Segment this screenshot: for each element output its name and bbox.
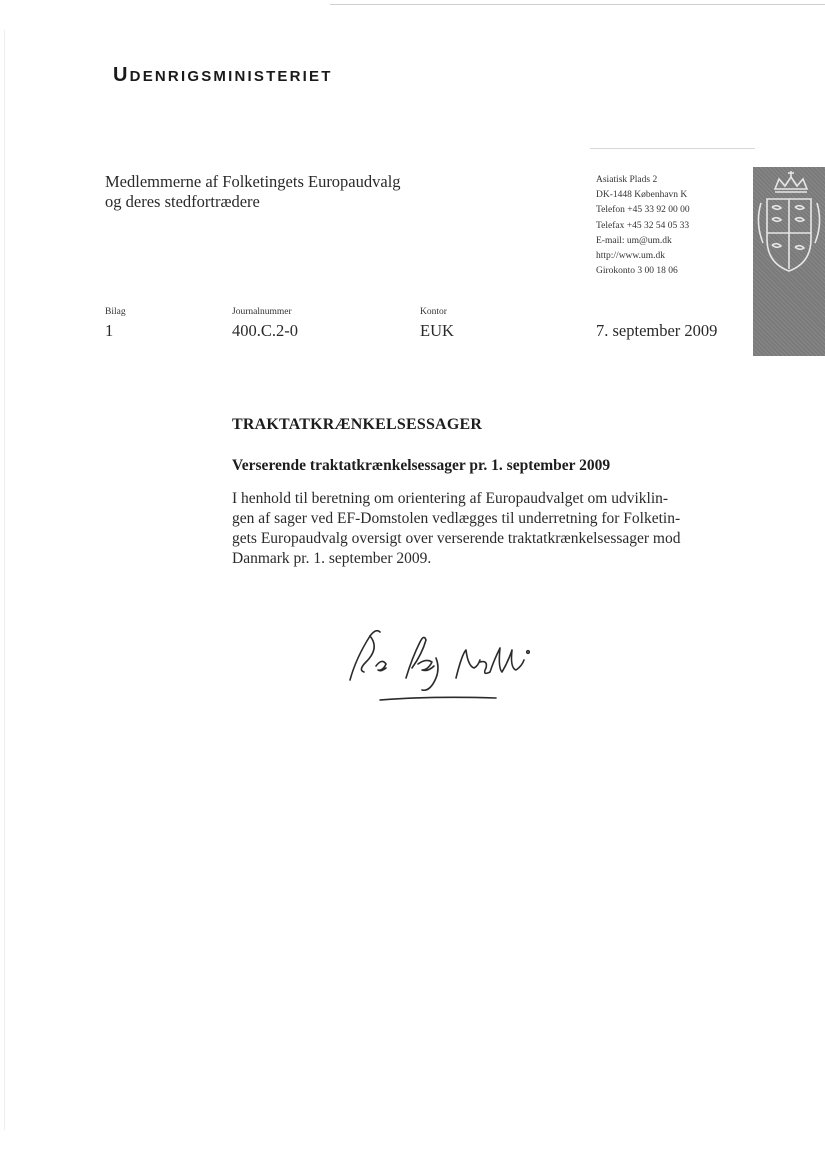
kontor-label: Kontor — [420, 307, 447, 317]
contact-divider — [590, 148, 755, 149]
recipient-line: Medlemmerne af Folketingets Europaudvalg — [105, 172, 401, 191]
contact-line: DK-1448 København K — [596, 190, 688, 201]
letter-date: 7. september 2009 — [596, 321, 718, 340]
bilag-label: Bilag — [105, 307, 126, 317]
journal-label: Journalnummer — [232, 307, 292, 317]
top-divider — [330, 4, 825, 5]
royal-crest-icon — [753, 167, 825, 356]
document-title: TRAKTATKRÆNKELSESSAGER — [232, 416, 483, 433]
body-line: I henhold til beretning om orientering af Europaudvalget om udviklin- — [232, 490, 669, 507]
bilag-value: 1 — [105, 321, 114, 340]
contact-line: http://www.um.dk — [596, 251, 666, 262]
body-line: gen af sager ved EF-Domstolen vedlægges til underretning for Folketin- — [232, 510, 681, 527]
contact-line: Telefax +45 32 54 05 33 — [596, 220, 690, 231]
kontor-value: EUK — [420, 321, 454, 340]
ministry-name: UDENRIGSMINISTERIET — [113, 64, 333, 86]
recipient-block — [105, 172, 401, 212]
contact-line: Asiatisk Plads 2 — [596, 175, 658, 185]
left-edge-line — [4, 30, 5, 1130]
handwritten-signature — [340, 618, 560, 718]
journal-value: 400.C.2-0 — [232, 321, 298, 340]
recipient-line: og deres stedfortrædere — [105, 192, 260, 211]
body-paragraph — [232, 489, 681, 569]
body-line: Danmark pr. 1. september 2009. — [232, 550, 432, 567]
contact-line: Telefon +45 33 92 00 00 — [596, 205, 690, 216]
contact-line: E-mail: um@um.dk — [596, 235, 672, 246]
contact-line: Girokonto 3 00 18 06 — [596, 266, 678, 277]
contact-block — [596, 173, 690, 279]
document-subtitle: Verserende traktatkrænkelsessager pr. 1. september 2009 — [232, 457, 611, 474]
body-line: gets Europaudvalg oversigt over verserende traktatkrænkelsessager mod — [232, 530, 681, 547]
